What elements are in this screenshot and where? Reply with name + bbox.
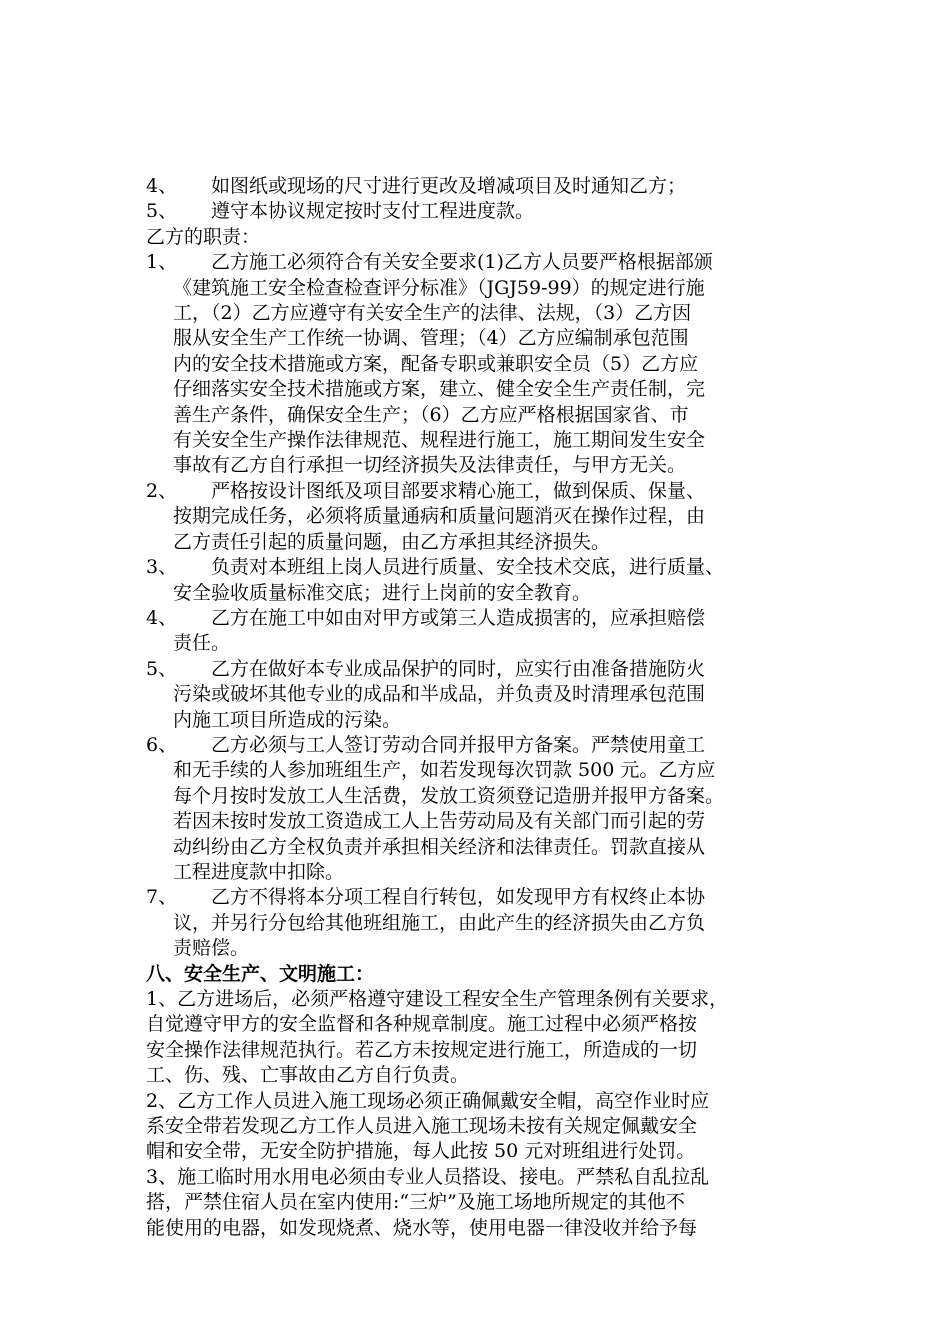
text-line: 内施工项目所造成的污染。 xyxy=(173,708,402,731)
text-line: 乙方必须与工人签订劳动合同并报甲方备案。严禁使用童工 xyxy=(211,733,706,756)
text-line: 每个月按时发放工人生活费，发放工资须登记造册并报甲方备案。 xyxy=(173,784,725,807)
paragraph xyxy=(146,987,836,1089)
text-line: 负责对本班组上岗人员进行质量、安全技术交底，进行质量、 xyxy=(211,556,725,579)
text-line: 和无手续的人参加班组生产，如若发现每次罚款 500 元。乙方应 xyxy=(173,759,716,782)
text-line: 按期完成任务，必须将质量通病和质量问题消灭在操作过程，由 xyxy=(173,505,706,528)
text-line: 搭，严禁住宿人员在室内使用:“三炉”及施工场地所规定的其他不 xyxy=(146,1191,685,1214)
text-line: 责任。 xyxy=(173,632,231,655)
item-number: 1、 xyxy=(146,251,178,274)
text-line: 善生产条件，确保安全生产；（6）乙方应严格根据国家省、市 xyxy=(173,403,689,426)
item-number: 4、 xyxy=(146,606,178,629)
text-line: 动纠纷由乙方全权负责并承担相关经济和法律责任。罚款直接从 xyxy=(173,835,706,858)
text-line: 工、伤、残、亡事故由乙方自行负责。 xyxy=(146,1064,470,1087)
document-page xyxy=(146,174,836,1241)
text-line: 乙方在做好本专业成品保护的同时，应实行由准备措施防火 xyxy=(211,657,706,680)
list-item xyxy=(146,657,836,733)
list-item xyxy=(146,733,836,885)
item-number: 5、 xyxy=(146,657,178,680)
section-heading: 八、安全生产、文明施工： xyxy=(146,962,375,985)
item-text: 遵守本协议规定按时支付工程进度款。 xyxy=(211,200,535,223)
text-line: 安全操作法律规范执行。若乙方未按规定进行施工，所造成的一切 xyxy=(146,1038,698,1061)
item-number: 6、 xyxy=(146,733,178,756)
item-number: 3、 xyxy=(146,556,178,579)
item-number: 4、 xyxy=(146,175,178,197)
text-line: 系安全带若发现乙方工作人员进入施工现场未按有关规定佩戴安全 xyxy=(146,1115,698,1138)
text-line: 帽和安全带，无安全防护措施，每人此按 50 元对班组进行处罚。 xyxy=(146,1140,696,1163)
text-line: 若因未按时发放工资造成工人上告劳动局及有关部门而引起的劳 xyxy=(173,810,706,833)
text-line: 严格按设计图纸及项目部要求精心施工，做到保质、保量、 xyxy=(211,479,706,502)
text-line: 责赔偿。 xyxy=(173,937,250,960)
text-line: 工程进度款中扣除。 xyxy=(173,860,345,883)
list-item xyxy=(146,199,836,224)
list-item xyxy=(146,885,836,961)
text-line: 《建筑施工安全检查检查评分标准》（JGJ59-99）的规定进行施 xyxy=(173,276,705,299)
text-line: 自觉遵守甲方的安全监督和各种规章制度。施工过程中必须严格按 xyxy=(146,1013,698,1036)
section-paragraphs xyxy=(146,987,836,1241)
text-line: 1、乙方进场后，必须严格遵守建设工程安全生产管理条例有关要求， xyxy=(146,988,729,1010)
text-line: 乙方责任引起的质量问题，由乙方承担其经济损失。 xyxy=(173,530,611,553)
text-line: 工，（2）乙方应遵守有关安全生产的法律、法规，（3）乙方因 xyxy=(173,302,692,325)
list-item xyxy=(146,250,836,479)
list-item xyxy=(146,479,836,555)
text-line: 有关安全生产操作法律规范、规程进行施工，施工期间发生安全 xyxy=(173,429,706,452)
item-text: 如图纸或现场的尺寸进行更改及增减项目及时通知乙方； xyxy=(211,175,687,197)
text-line: 3、施工临时用水用电必须由专业人员搭设、接电。严禁私自乱拉乱 xyxy=(146,1165,710,1188)
yi-heading: 乙方的职责： xyxy=(146,225,261,248)
item-number: 5、 xyxy=(146,200,178,223)
item-number: 7、 xyxy=(146,886,178,909)
text-line: 乙方在施工中如由对甲方或第三人造成损害的，应承担赔偿 xyxy=(211,606,706,629)
text-line: 能使用的电器，如发现烧煮、烧水等，使用电器一律没收并给予每 xyxy=(146,1216,698,1239)
text-line: 内的安全技术措施或方案，配备专职或兼职安全员（5）乙方应 xyxy=(173,352,699,375)
text-line: 服从安全生产工作统一协调、管理；（4）乙方应编制承包范围 xyxy=(173,327,689,350)
text-line: 2、乙方工作人员进入施工现场必须正确佩戴安全帽，高空作业时应 xyxy=(146,1089,710,1112)
paragraph xyxy=(146,1165,836,1241)
list-item xyxy=(146,606,836,657)
text-line: 乙方施工必须符合有关安全要求(1)乙方人员要严格根据部颁 xyxy=(211,251,713,274)
text-line: 安全验收质量标准交底；进行上岗前的安全教育。 xyxy=(173,581,592,604)
list-item xyxy=(146,174,836,199)
list-item xyxy=(146,555,836,606)
text-line: 事故有乙方自行承担一切经济损失及法律责任，与甲方无关。 xyxy=(173,454,687,477)
paragraph xyxy=(146,1089,836,1165)
text-line: 议，并另行分包给其他班组施工，由此产生的经济损失由乙方负 xyxy=(173,911,706,934)
text-line: 仔细落实安全技术措施或方案，建立、健全安全生产责任制，完 xyxy=(173,378,706,401)
yi-duties-list xyxy=(146,250,836,961)
text-line: 乙方不得将本分项工程自行转包，如发现甲方有权终止本协 xyxy=(211,886,706,909)
text-line: 污染或破坏其他专业的成品和半成品，并负责及时清理承包范围 xyxy=(173,683,706,706)
item-number: 2、 xyxy=(146,479,178,502)
